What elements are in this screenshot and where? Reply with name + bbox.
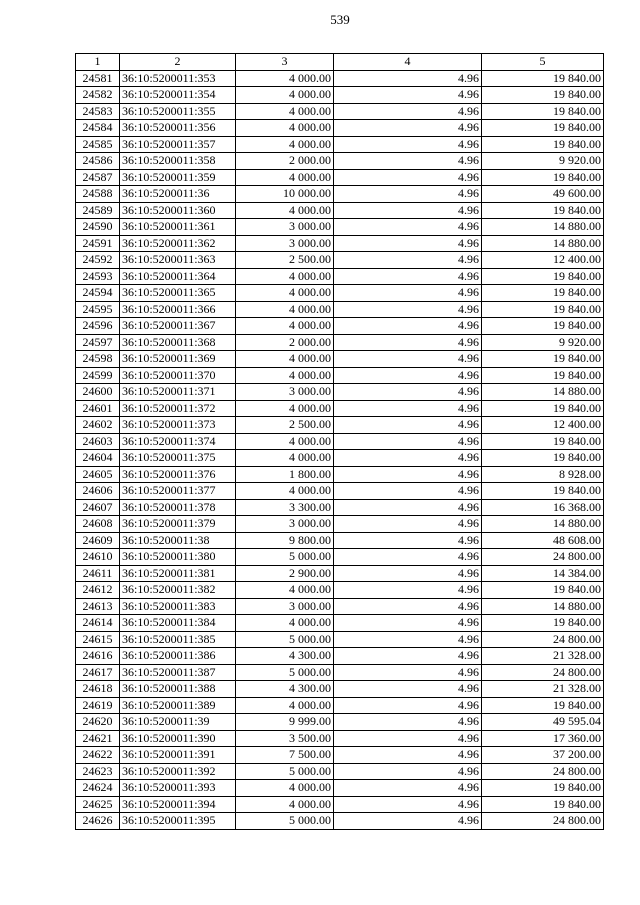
table-row <box>76 417 604 434</box>
cadastral-number-cell: 36:10:5200011:363 <box>120 252 236 269</box>
rate-cell: 4.96 <box>334 483 482 500</box>
rate-cell: 4.96 <box>334 153 482 170</box>
cadastral-number-cell: 36:10:5200011:365 <box>120 285 236 302</box>
cadastral-number-cell: 36:10:5200011:388 <box>120 681 236 698</box>
cadastral-number-cell: 36:10:5200011:364 <box>120 268 236 285</box>
area-cell: 3 300.00 <box>236 499 334 516</box>
rate-cell: 4.96 <box>334 268 482 285</box>
cadastral-number-cell: 36:10:5200011:39 <box>120 714 236 731</box>
rate-cell: 4.96 <box>334 235 482 252</box>
amount-cell: 19 840.00 <box>482 136 604 153</box>
rate-cell: 4.96 <box>334 631 482 648</box>
rate-cell: 4.96 <box>334 697 482 714</box>
cadastral-number-cell: 36:10:5200011:356 <box>120 120 236 137</box>
row-number-cell: 24612 <box>76 582 120 599</box>
area-cell: 1 800.00 <box>236 466 334 483</box>
row-number-cell: 24591 <box>76 235 120 252</box>
cadastral-number-cell: 36:10:5200011:374 <box>120 433 236 450</box>
amount-cell: 49 595.04 <box>482 714 604 731</box>
cadastral-number-cell: 36:10:5200011:382 <box>120 582 236 599</box>
area-cell: 5 000.00 <box>236 664 334 681</box>
row-number-cell: 24588 <box>76 186 120 203</box>
rate-cell: 4.96 <box>334 417 482 434</box>
area-cell: 2 000.00 <box>236 334 334 351</box>
area-cell: 4 300.00 <box>236 648 334 665</box>
area-cell: 4 000.00 <box>236 796 334 813</box>
row-number-cell: 24593 <box>76 268 120 285</box>
row-number-cell: 24595 <box>76 301 120 318</box>
amount-cell: 24 800.00 <box>482 763 604 780</box>
rate-cell: 4.96 <box>334 549 482 566</box>
row-number-cell: 24587 <box>76 169 120 186</box>
area-cell: 2 500.00 <box>236 252 334 269</box>
cadastral-number-cell: 36:10:5200011:394 <box>120 796 236 813</box>
row-number-cell: 24583 <box>76 103 120 120</box>
rate-cell: 4.96 <box>334 763 482 780</box>
rate-cell: 4.96 <box>334 252 482 269</box>
rate-cell: 4.96 <box>334 714 482 731</box>
row-number-cell: 24592 <box>76 252 120 269</box>
row-number-cell: 24608 <box>76 516 120 533</box>
table-row <box>76 664 604 681</box>
area-cell: 4 000.00 <box>236 87 334 104</box>
area-cell: 4 000.00 <box>236 70 334 87</box>
row-number-cell: 24585 <box>76 136 120 153</box>
cadastral-number-cell: 36:10:5200011:393 <box>120 780 236 797</box>
amount-cell: 19 840.00 <box>482 103 604 120</box>
area-cell: 4 000.00 <box>236 285 334 302</box>
column-header-2: 2 <box>120 54 236 71</box>
cadastral-number-cell: 36:10:5200011:371 <box>120 384 236 401</box>
amount-cell: 19 840.00 <box>482 483 604 500</box>
area-cell: 9 999.00 <box>236 714 334 731</box>
rate-cell: 4.96 <box>334 120 482 137</box>
cadastral-number-cell: 36:10:5200011:385 <box>120 631 236 648</box>
header-row <box>76 54 604 71</box>
cadastral-number-cell: 36:10:5200011:357 <box>120 136 236 153</box>
area-cell: 3 000.00 <box>236 219 334 236</box>
table-row <box>76 763 604 780</box>
rate-cell: 4.96 <box>334 450 482 467</box>
rate-cell: 4.96 <box>334 202 482 219</box>
row-number-cell: 24609 <box>76 532 120 549</box>
rate-cell: 4.96 <box>334 664 482 681</box>
table-row <box>76 697 604 714</box>
rate-cell: 4.96 <box>334 136 482 153</box>
amount-cell: 49 600.00 <box>482 186 604 203</box>
rate-cell: 4.96 <box>334 169 482 186</box>
cadastral-number-cell: 36:10:5200011:376 <box>120 466 236 483</box>
amount-cell: 12 400.00 <box>482 252 604 269</box>
row-number-cell: 24606 <box>76 483 120 500</box>
table-row <box>76 796 604 813</box>
rate-cell: 4.96 <box>334 565 482 582</box>
amount-cell: 8 928.00 <box>482 466 604 483</box>
rate-cell: 4.96 <box>334 318 482 335</box>
amount-cell: 19 840.00 <box>482 301 604 318</box>
cadastral-number-cell: 36:10:5200011:38 <box>120 532 236 549</box>
amount-cell: 17 360.00 <box>482 730 604 747</box>
amount-cell: 14 880.00 <box>482 516 604 533</box>
table-row <box>76 615 604 632</box>
table-row <box>76 235 604 252</box>
area-cell: 4 000.00 <box>236 697 334 714</box>
area-cell: 5 000.00 <box>236 549 334 566</box>
amount-cell: 24 800.00 <box>482 631 604 648</box>
area-cell: 4 000.00 <box>236 483 334 500</box>
amount-cell: 16 368.00 <box>482 499 604 516</box>
table-row <box>76 87 604 104</box>
table-row <box>76 450 604 467</box>
cadastral-number-cell: 36:10:5200011:383 <box>120 598 236 615</box>
area-cell: 4 000.00 <box>236 268 334 285</box>
table-row <box>76 549 604 566</box>
row-number-cell: 24599 <box>76 367 120 384</box>
row-number-cell: 24601 <box>76 400 120 417</box>
rate-cell: 4.96 <box>334 681 482 698</box>
table-header <box>76 54 604 71</box>
rate-cell: 4.96 <box>334 103 482 120</box>
table-row <box>76 285 604 302</box>
column-header-5: 5 <box>482 54 604 71</box>
rate-cell: 4.96 <box>334 813 482 830</box>
row-number-cell: 24607 <box>76 499 120 516</box>
table-row <box>76 631 604 648</box>
area-cell: 4 000.00 <box>236 400 334 417</box>
table-row <box>76 532 604 549</box>
rate-cell: 4.96 <box>334 87 482 104</box>
area-cell: 4 000.00 <box>236 301 334 318</box>
cadastral-number-cell: 36:10:5200011:354 <box>120 87 236 104</box>
row-number-cell: 24598 <box>76 351 120 368</box>
amount-cell: 9 920.00 <box>482 153 604 170</box>
area-cell: 4 000.00 <box>236 202 334 219</box>
amount-cell: 21 328.00 <box>482 681 604 698</box>
area-cell: 4 000.00 <box>236 103 334 120</box>
cadastral-number-cell: 36:10:5200011:373 <box>120 417 236 434</box>
table-row <box>76 582 604 599</box>
row-number-cell: 24625 <box>76 796 120 813</box>
table-row <box>76 516 604 533</box>
amount-cell: 19 840.00 <box>482 202 604 219</box>
amount-cell: 19 840.00 <box>482 796 604 813</box>
amount-cell: 19 840.00 <box>482 285 604 302</box>
rate-cell: 4.96 <box>334 186 482 203</box>
cadastral-number-cell: 36:10:5200011:392 <box>120 763 236 780</box>
area-cell: 10 000.00 <box>236 186 334 203</box>
cadastral-number-cell: 36:10:5200011:386 <box>120 648 236 665</box>
cadastral-number-cell: 36:10:5200011:355 <box>120 103 236 120</box>
area-cell: 4 000.00 <box>236 351 334 368</box>
area-cell: 2 500.00 <box>236 417 334 434</box>
amount-cell: 19 840.00 <box>482 400 604 417</box>
table-row <box>76 120 604 137</box>
area-cell: 3 500.00 <box>236 730 334 747</box>
area-cell: 2 000.00 <box>236 153 334 170</box>
table-row <box>76 384 604 401</box>
area-cell: 5 000.00 <box>236 813 334 830</box>
row-number-cell: 24594 <box>76 285 120 302</box>
row-number-cell: 24620 <box>76 714 120 731</box>
row-number-cell: 24600 <box>76 384 120 401</box>
amount-cell: 19 840.00 <box>482 582 604 599</box>
area-cell: 4 000.00 <box>236 318 334 335</box>
row-number-cell: 24597 <box>76 334 120 351</box>
table-row <box>76 351 604 368</box>
row-number-cell: 24623 <box>76 763 120 780</box>
row-number-cell: 24605 <box>76 466 120 483</box>
area-cell: 7 500.00 <box>236 747 334 764</box>
table-row <box>76 747 604 764</box>
row-number-cell: 24626 <box>76 813 120 830</box>
amount-cell: 19 840.00 <box>482 169 604 186</box>
row-number-cell: 24596 <box>76 318 120 335</box>
table-row <box>76 334 604 351</box>
area-cell: 3 000.00 <box>236 235 334 252</box>
column-header-3: 3 <box>236 54 334 71</box>
table-row <box>76 103 604 120</box>
table-row <box>76 499 604 516</box>
amount-cell: 14 384.00 <box>482 565 604 582</box>
area-cell: 2 900.00 <box>236 565 334 582</box>
cadastral-number-cell: 36:10:5200011:358 <box>120 153 236 170</box>
cadastral-number-cell: 36:10:5200011:387 <box>120 664 236 681</box>
amount-cell: 19 840.00 <box>482 120 604 137</box>
table-row <box>76 219 604 236</box>
rate-cell: 4.96 <box>334 367 482 384</box>
rate-cell: 4.96 <box>334 351 482 368</box>
rate-cell: 4.96 <box>334 582 482 599</box>
table-row <box>76 565 604 582</box>
cadastral-number-cell: 36:10:5200011:353 <box>120 70 236 87</box>
rate-cell: 4.96 <box>334 466 482 483</box>
table-row <box>76 252 604 269</box>
amount-cell: 14 880.00 <box>482 384 604 401</box>
cadastral-number-cell: 36:10:5200011:367 <box>120 318 236 335</box>
cadastral-number-cell: 36:10:5200011:379 <box>120 516 236 533</box>
table-row <box>76 186 604 203</box>
column-header-1: 1 <box>76 54 120 71</box>
cadastral-number-cell: 36:10:5200011:389 <box>120 697 236 714</box>
rate-cell: 4.96 <box>334 499 482 516</box>
table-row <box>76 301 604 318</box>
cadastral-number-cell: 36:10:5200011:369 <box>120 351 236 368</box>
row-number-cell: 24603 <box>76 433 120 450</box>
table-row <box>76 648 604 665</box>
table-row <box>76 318 604 335</box>
table-body <box>76 70 604 829</box>
row-number-cell: 24611 <box>76 565 120 582</box>
amount-cell: 21 328.00 <box>482 648 604 665</box>
row-number-cell: 24615 <box>76 631 120 648</box>
rate-cell: 4.96 <box>334 384 482 401</box>
amount-cell: 48 608.00 <box>482 532 604 549</box>
cadastral-number-cell: 36:10:5200011:368 <box>120 334 236 351</box>
table-row <box>76 780 604 797</box>
cadastral-number-cell: 36:10:5200011:378 <box>120 499 236 516</box>
column-header-4: 4 <box>334 54 482 71</box>
cadastral-number-cell: 36:10:5200011:362 <box>120 235 236 252</box>
amount-cell: 12 400.00 <box>482 417 604 434</box>
table-row <box>76 598 604 615</box>
amount-cell: 14 880.00 <box>482 219 604 236</box>
rate-cell: 4.96 <box>334 400 482 417</box>
rate-cell: 4.96 <box>334 796 482 813</box>
cadastral-number-cell: 36:10:5200011:359 <box>120 169 236 186</box>
area-cell: 4 000.00 <box>236 433 334 450</box>
amount-cell: 19 840.00 <box>482 697 604 714</box>
cadastral-number-cell: 36:10:5200011:366 <box>120 301 236 318</box>
cadastral-number-cell: 36:10:5200011:375 <box>120 450 236 467</box>
rate-cell: 4.96 <box>334 433 482 450</box>
amount-cell: 19 840.00 <box>482 367 604 384</box>
amount-cell: 19 840.00 <box>482 780 604 797</box>
area-cell: 4 000.00 <box>236 615 334 632</box>
amount-cell: 19 840.00 <box>482 318 604 335</box>
table-row <box>76 466 604 483</box>
cadastral-number-cell: 36:10:5200011:395 <box>120 813 236 830</box>
amount-cell: 19 840.00 <box>482 87 604 104</box>
row-number-cell: 24590 <box>76 219 120 236</box>
area-cell: 4 000.00 <box>236 582 334 599</box>
row-number-cell: 24604 <box>76 450 120 467</box>
amount-cell: 19 840.00 <box>482 351 604 368</box>
amount-cell: 19 840.00 <box>482 433 604 450</box>
cadastral-number-cell: 36:10:5200011:36 <box>120 186 236 203</box>
row-number-cell: 24581 <box>76 70 120 87</box>
table-row <box>76 730 604 747</box>
rate-cell: 4.96 <box>334 747 482 764</box>
amount-cell: 24 800.00 <box>482 664 604 681</box>
cadastral-number-cell: 36:10:5200011:390 <box>120 730 236 747</box>
table-row <box>76 367 604 384</box>
table-row <box>76 813 604 830</box>
row-number-cell: 24617 <box>76 664 120 681</box>
rate-cell: 4.96 <box>334 730 482 747</box>
rate-cell: 4.96 <box>334 648 482 665</box>
rate-cell: 4.96 <box>334 70 482 87</box>
area-cell: 9 800.00 <box>236 532 334 549</box>
table-row <box>76 483 604 500</box>
rate-cell: 4.96 <box>334 301 482 318</box>
rate-cell: 4.96 <box>334 615 482 632</box>
page-number: 539 <box>330 12 350 27</box>
amount-cell: 37 200.00 <box>482 747 604 764</box>
cadastral-number-cell: 36:10:5200011:384 <box>120 615 236 632</box>
cadastral-number-cell: 36:10:5200011:381 <box>120 565 236 582</box>
table-row <box>76 400 604 417</box>
cadastral-number-cell: 36:10:5200011:377 <box>120 483 236 500</box>
amount-cell: 19 840.00 <box>482 450 604 467</box>
amount-cell: 19 840.00 <box>482 268 604 285</box>
table-row <box>76 169 604 186</box>
area-cell: 3 000.00 <box>236 384 334 401</box>
area-cell: 4 300.00 <box>236 681 334 698</box>
rate-cell: 4.96 <box>334 780 482 797</box>
cadastral-number-cell: 36:10:5200011:360 <box>120 202 236 219</box>
amount-cell: 14 880.00 <box>482 598 604 615</box>
area-cell: 4 000.00 <box>236 450 334 467</box>
row-number-cell: 24614 <box>76 615 120 632</box>
row-number-cell: 24610 <box>76 549 120 566</box>
area-cell: 3 000.00 <box>236 598 334 615</box>
cadastral-number-cell: 36:10:5200011:380 <box>120 549 236 566</box>
table-row <box>76 433 604 450</box>
area-cell: 4 000.00 <box>236 169 334 186</box>
rate-cell: 4.96 <box>334 334 482 351</box>
row-number-cell: 24589 <box>76 202 120 219</box>
rate-cell: 4.96 <box>334 598 482 615</box>
row-number-cell: 24618 <box>76 681 120 698</box>
row-number-cell: 24616 <box>76 648 120 665</box>
rate-cell: 4.96 <box>334 532 482 549</box>
cadastral-number-cell: 36:10:5200011:370 <box>120 367 236 384</box>
area-cell: 5 000.00 <box>236 631 334 648</box>
data-table <box>75 53 604 830</box>
table-row <box>76 714 604 731</box>
cadastral-number-cell: 36:10:5200011:391 <box>120 747 236 764</box>
cadastral-number-cell: 36:10:5200011:372 <box>120 400 236 417</box>
row-number-cell: 24602 <box>76 417 120 434</box>
table-row <box>76 136 604 153</box>
amount-cell: 24 800.00 <box>482 813 604 830</box>
amount-cell: 24 800.00 <box>482 549 604 566</box>
area-cell: 4 000.00 <box>236 367 334 384</box>
table-row <box>76 681 604 698</box>
row-number-cell: 24613 <box>76 598 120 615</box>
cadastral-number-cell: 36:10:5200011:361 <box>120 219 236 236</box>
rate-cell: 4.96 <box>334 219 482 236</box>
table-row <box>76 202 604 219</box>
rate-cell: 4.96 <box>334 285 482 302</box>
row-number-cell: 24619 <box>76 697 120 714</box>
row-number-cell: 24586 <box>76 153 120 170</box>
row-number-cell: 24624 <box>76 780 120 797</box>
row-number-cell: 24582 <box>76 87 120 104</box>
amount-cell: 9 920.00 <box>482 334 604 351</box>
table-row <box>76 268 604 285</box>
rate-cell: 4.96 <box>334 516 482 533</box>
area-cell: 4 000.00 <box>236 120 334 137</box>
area-cell: 5 000.00 <box>236 763 334 780</box>
row-number-cell: 24621 <box>76 730 120 747</box>
amount-cell: 19 840.00 <box>482 70 604 87</box>
amount-cell: 19 840.00 <box>482 615 604 632</box>
amount-cell: 14 880.00 <box>482 235 604 252</box>
row-number-cell: 24622 <box>76 747 120 764</box>
area-cell: 4 000.00 <box>236 780 334 797</box>
area-cell: 4 000.00 <box>236 136 334 153</box>
table-row <box>76 70 604 87</box>
table-row <box>76 153 604 170</box>
row-number-cell: 24584 <box>76 120 120 137</box>
area-cell: 3 000.00 <box>236 516 334 533</box>
